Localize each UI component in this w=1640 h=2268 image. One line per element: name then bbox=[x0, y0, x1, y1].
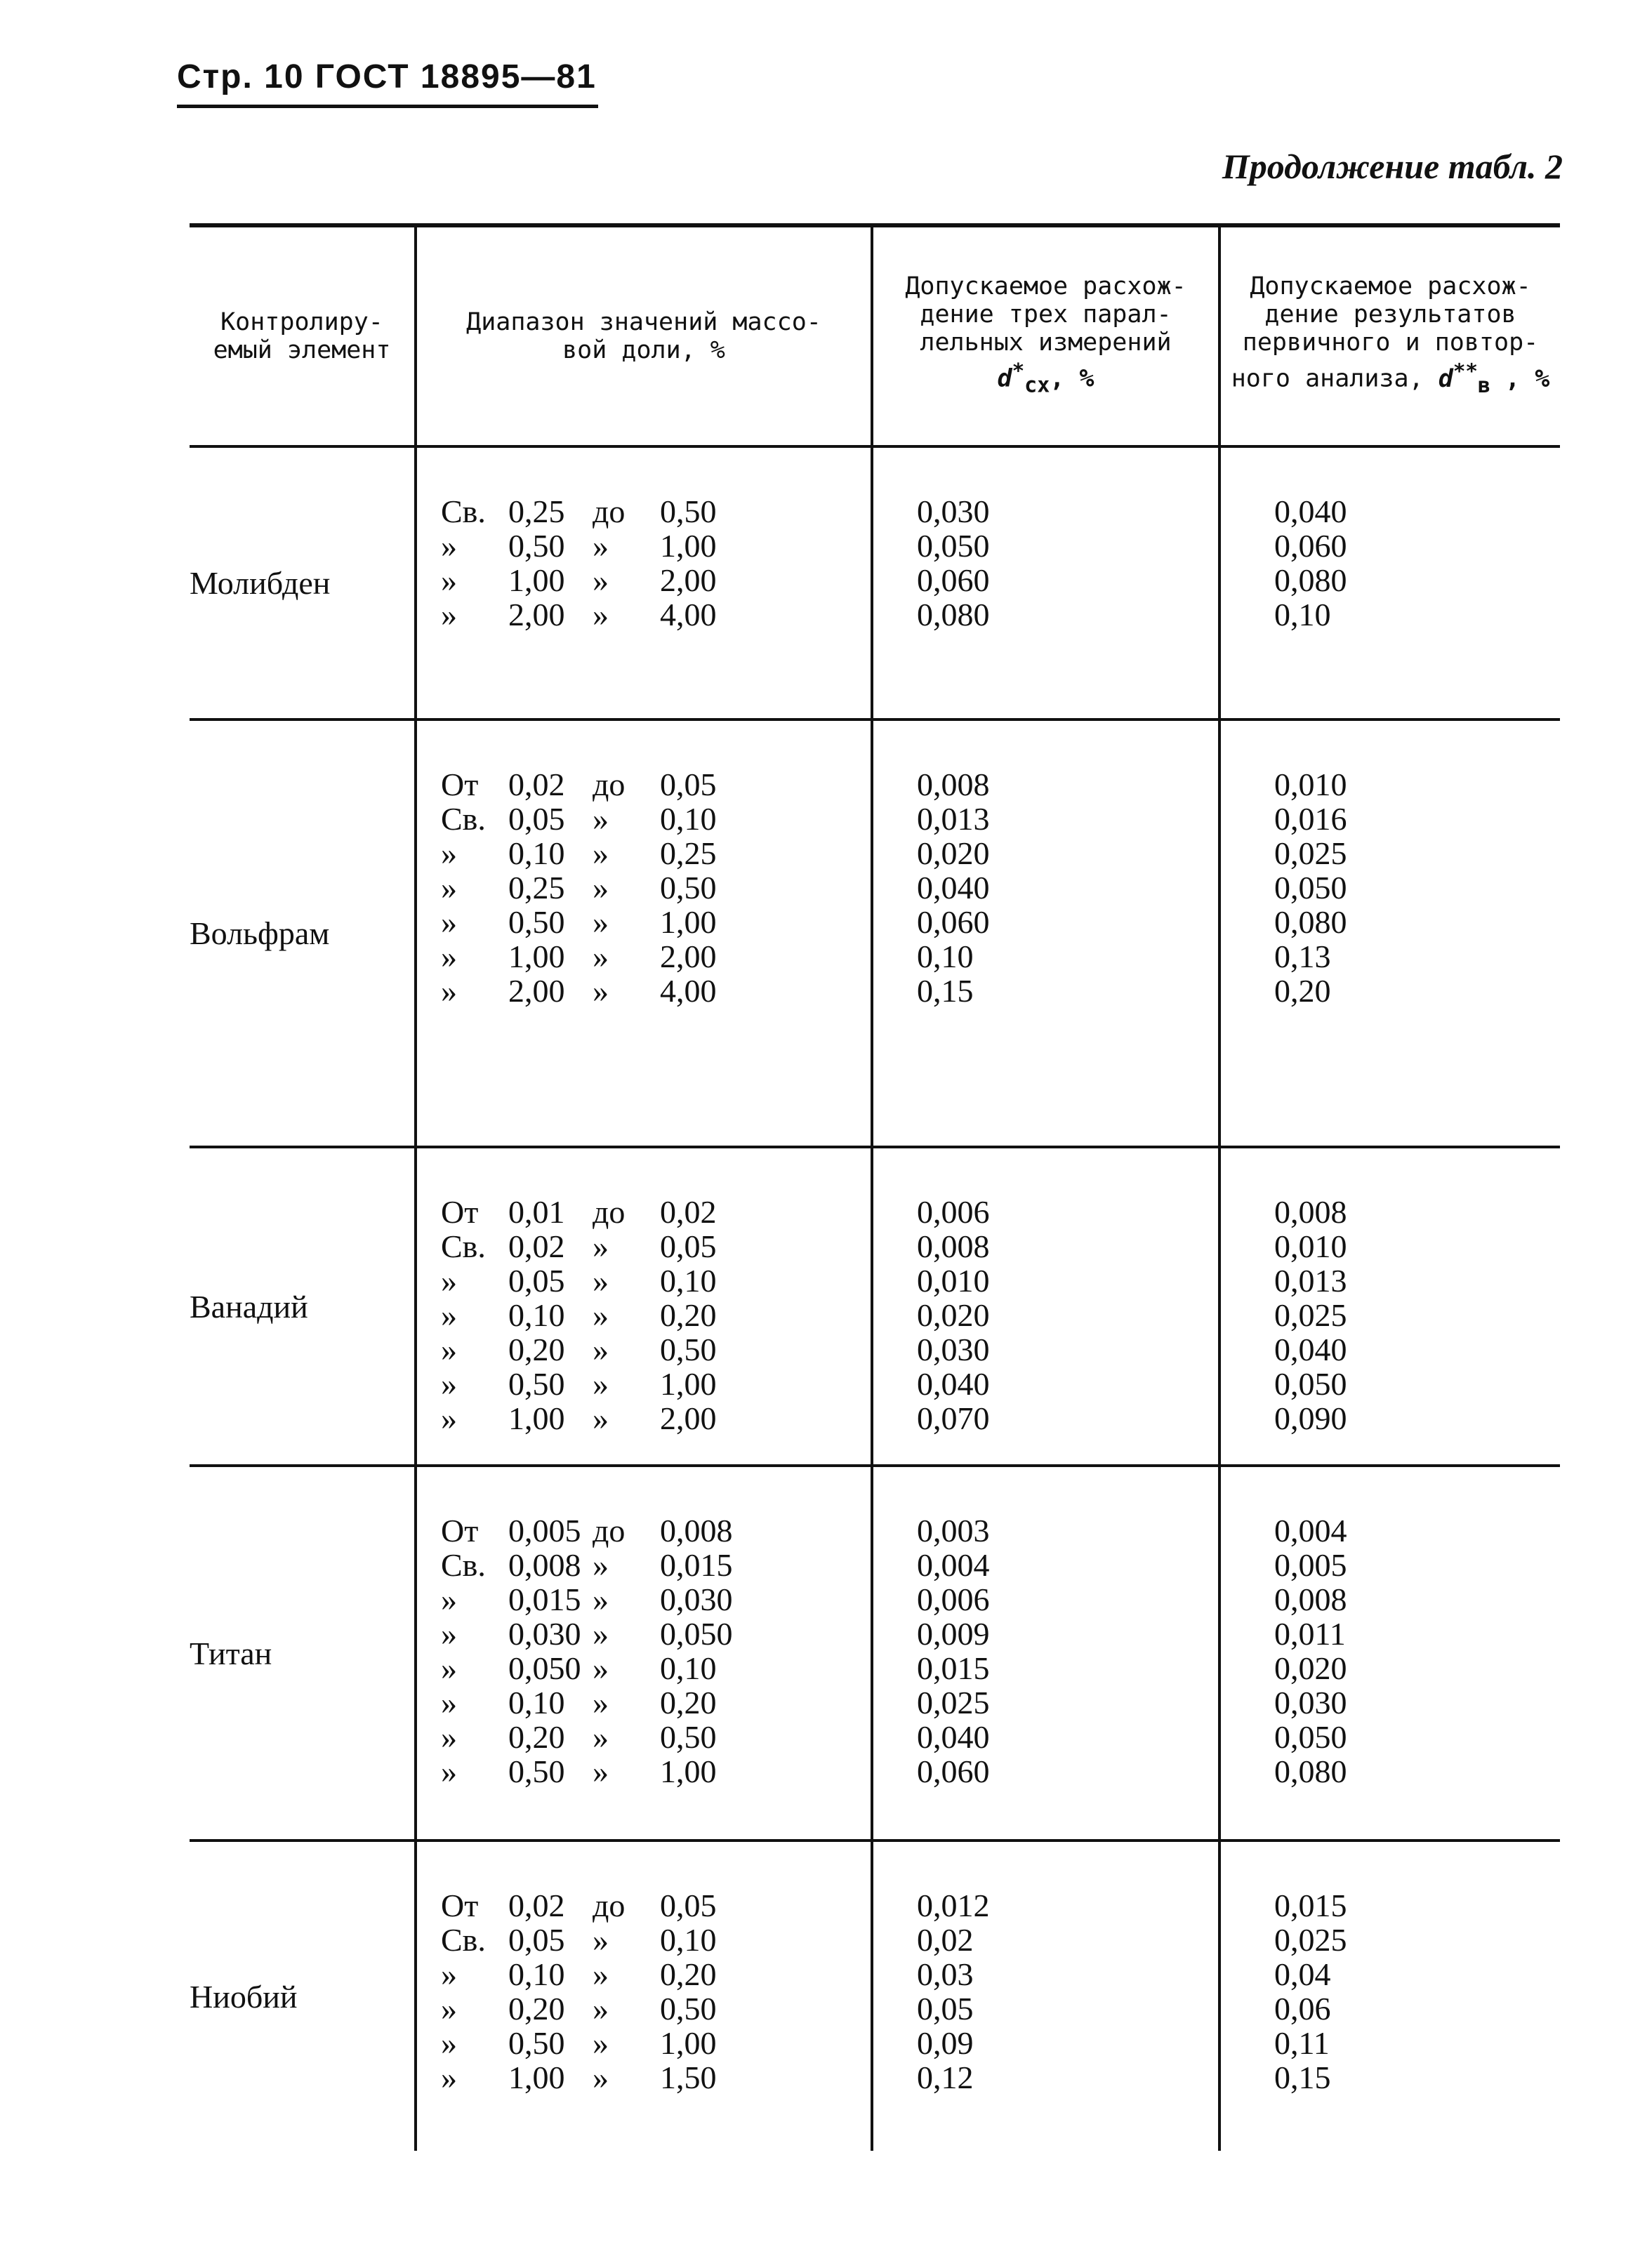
range-to: 0,10 bbox=[660, 1263, 717, 1299]
range-from: 1,00 bbox=[508, 939, 565, 974]
range-p: Св. bbox=[441, 493, 486, 529]
range-to-word: до bbox=[593, 1194, 626, 1230]
range-from: 0,50 bbox=[508, 528, 565, 564]
range-to-word: » bbox=[593, 1753, 609, 1789]
range-p: От bbox=[441, 1888, 479, 1923]
dcx-value: 0,050 bbox=[917, 528, 990, 564]
range-to-word: до bbox=[593, 493, 626, 529]
range-from: 0,50 bbox=[508, 1753, 565, 1789]
range-p: Св. bbox=[441, 1228, 486, 1264]
dv-value: 0,10 bbox=[1274, 597, 1331, 632]
range-to: 0,015 bbox=[660, 1547, 733, 1583]
header-dcx-line: дение трех парал- bbox=[920, 300, 1172, 329]
range-from: 0,015 bbox=[508, 1581, 581, 1617]
range-line bbox=[441, 1991, 871, 2026]
dcx-value: 0,10 bbox=[917, 939, 974, 974]
dcx-value: 0,020 bbox=[917, 1297, 990, 1333]
dcx-value: 0,09 bbox=[917, 2025, 974, 2061]
range-p: » bbox=[441, 1297, 457, 1333]
dv-value: 0,016 bbox=[1274, 801, 1347, 837]
range-to-word: » bbox=[593, 1719, 609, 1755]
dv-value: 0,020 bbox=[1274, 1650, 1347, 1686]
dv-cell bbox=[1218, 1842, 1560, 2151]
dcx-value: 0,080 bbox=[917, 597, 990, 632]
range-p: От bbox=[441, 1194, 479, 1230]
range-to-word: » bbox=[593, 973, 609, 1009]
dv-value: 0,050 bbox=[1274, 1719, 1347, 1755]
range-p: » bbox=[441, 562, 457, 598]
range-line bbox=[441, 974, 871, 1008]
dv-value: 0,04 bbox=[1274, 1956, 1331, 1992]
range-to: 0,20 bbox=[660, 1956, 717, 1992]
header-dcx-line: лельных измерений bbox=[920, 329, 1172, 357]
range-line bbox=[441, 1513, 871, 1548]
dv-value: 0,025 bbox=[1274, 1297, 1347, 1333]
range-to-word: » bbox=[593, 2060, 609, 2095]
dcx-value: 0,05 bbox=[917, 1991, 974, 2027]
range-to: 0,05 bbox=[660, 1228, 717, 1264]
range-p: Св. bbox=[441, 1922, 486, 1958]
range-cell bbox=[414, 1148, 871, 1464]
range-from: 2,00 bbox=[508, 973, 565, 1009]
dv-value: 0,010 bbox=[1274, 767, 1347, 802]
range-line bbox=[441, 597, 871, 632]
range-line bbox=[441, 1685, 871, 1720]
range-to: 0,008 bbox=[660, 1513, 733, 1549]
range-line bbox=[441, 1617, 871, 1651]
table-row bbox=[190, 1839, 1560, 2151]
dcx-cell bbox=[871, 721, 1218, 1146]
data-table bbox=[190, 223, 1560, 2151]
table-caption: Продолжение табл. 2 bbox=[1222, 147, 1563, 186]
dv-value: 0,15 bbox=[1274, 2060, 1331, 2095]
dcx-value: 0,060 bbox=[917, 562, 990, 598]
range-line bbox=[441, 529, 871, 563]
dv-value: 0,004 bbox=[1274, 1513, 1347, 1549]
dv-value: 0,090 bbox=[1274, 1400, 1347, 1436]
element-name: Вольфрам bbox=[190, 915, 330, 951]
dcx-cell bbox=[871, 1842, 1218, 2151]
header-dv-line: первичного и повтор- bbox=[1242, 329, 1539, 357]
range-line bbox=[441, 939, 871, 974]
dv-value: 0,010 bbox=[1274, 1228, 1347, 1264]
range-p: » bbox=[441, 528, 457, 564]
dcx-value: 0,060 bbox=[917, 904, 990, 940]
range-from: 0,50 bbox=[508, 2025, 565, 2061]
range-line bbox=[441, 2060, 871, 2095]
range-p: » bbox=[441, 2060, 457, 2095]
range-from: 0,030 bbox=[508, 1616, 581, 1652]
range-from: 0,10 bbox=[508, 1297, 565, 1333]
range-from: 0,01 bbox=[508, 1194, 565, 1230]
range-to: 0,50 bbox=[660, 1332, 717, 1367]
range-line bbox=[441, 1548, 871, 1582]
range-line bbox=[441, 1651, 871, 1685]
range-from: 1,00 bbox=[508, 1400, 565, 1436]
range-to: 0,05 bbox=[660, 1888, 717, 1923]
range-line bbox=[441, 905, 871, 939]
range-from: 0,25 bbox=[508, 493, 565, 529]
range-p: » bbox=[441, 904, 457, 940]
range-to-word: » bbox=[593, 1547, 609, 1583]
range-to: 0,50 bbox=[660, 870, 717, 906]
header-dv-line: ного анализа, $d^{**}_в$ , % bbox=[1231, 359, 1550, 398]
table-row bbox=[190, 1464, 1560, 1839]
range-p: » bbox=[441, 1581, 457, 1617]
range-to: 0,02 bbox=[660, 1194, 717, 1230]
dv-value: 0,008 bbox=[1274, 1581, 1347, 1617]
range-to-word: » bbox=[593, 1400, 609, 1436]
range-to-word: » bbox=[593, 597, 609, 632]
dcx-value: 0,006 bbox=[917, 1194, 990, 1230]
range-cell bbox=[414, 1842, 871, 2151]
table-body bbox=[190, 448, 1560, 2151]
range-cell bbox=[414, 1467, 871, 1839]
dcx-cell bbox=[871, 448, 1218, 718]
dcx-value: 0,013 bbox=[917, 801, 990, 837]
range-line bbox=[441, 1229, 871, 1264]
range-from: 0,50 bbox=[508, 1366, 565, 1402]
dv-value: 0,050 bbox=[1274, 870, 1347, 906]
range-to: 1,50 bbox=[660, 2060, 717, 2095]
dv-value: 0,080 bbox=[1274, 562, 1347, 598]
range-from: 0,05 bbox=[508, 801, 565, 837]
header-dcx-line: Допускаемое расхож- bbox=[905, 272, 1186, 301]
dv-cell bbox=[1218, 1148, 1560, 1464]
range-to-word: » bbox=[593, 1685, 609, 1720]
range-cell bbox=[414, 448, 871, 718]
range-to-word: » bbox=[593, 1650, 609, 1686]
range-line bbox=[441, 1720, 871, 1754]
range-to: 0,50 bbox=[660, 493, 717, 529]
range-to: 0,10 bbox=[660, 1650, 717, 1686]
dv-value: 0,06 bbox=[1274, 1991, 1331, 2027]
range-to: 2,00 bbox=[660, 1400, 717, 1436]
dcx-value: 0,009 bbox=[917, 1616, 990, 1652]
range-to: 4,00 bbox=[660, 973, 717, 1009]
range-to: 0,10 bbox=[660, 1922, 717, 1958]
range-line bbox=[441, 1332, 871, 1367]
range-from: 1,00 bbox=[508, 562, 565, 598]
header-dcx bbox=[871, 227, 1218, 445]
range-to-word: » bbox=[593, 1922, 609, 1958]
range-to-word: » bbox=[593, 904, 609, 940]
range-cell bbox=[414, 721, 871, 1146]
range-p: » bbox=[441, 1956, 457, 1992]
dcx-value: 0,008 bbox=[917, 767, 990, 802]
range-p: » bbox=[441, 939, 457, 974]
dv-value: 0,060 bbox=[1274, 528, 1347, 564]
dcx-value: 0,020 bbox=[917, 835, 990, 871]
header-element-line: Контролиру- bbox=[220, 308, 383, 336]
range-p: » bbox=[441, 1263, 457, 1299]
range-p: » bbox=[441, 1991, 457, 2027]
range-to-word: » bbox=[593, 1332, 609, 1367]
header-dv-line: Допускаемое расхож- bbox=[1250, 272, 1531, 301]
range-to-word: » bbox=[593, 1616, 609, 1652]
range-to: 2,00 bbox=[660, 939, 717, 974]
range-p: » bbox=[441, 2025, 457, 2061]
range-to: 2,00 bbox=[660, 562, 717, 598]
range-p: » bbox=[441, 597, 457, 632]
table-header bbox=[190, 227, 1560, 445]
range-p: » bbox=[441, 1400, 457, 1436]
dcx-cell bbox=[871, 1148, 1218, 1464]
dcx-value: 0,040 bbox=[917, 1366, 990, 1402]
dcx-value: 0,006 bbox=[917, 1581, 990, 1617]
range-from: 0,005 bbox=[508, 1513, 581, 1549]
range-p: » bbox=[441, 973, 457, 1009]
range-to-word: » bbox=[593, 801, 609, 837]
range-to-word: » bbox=[593, 1228, 609, 1264]
range-to-word: » bbox=[593, 1991, 609, 2027]
range-to: 0,20 bbox=[660, 1297, 717, 1333]
dv-value: 0,080 bbox=[1274, 1753, 1347, 1789]
dv-cell bbox=[1218, 448, 1560, 718]
header-dcx-symbol: $d^*_{сх}$, % bbox=[997, 359, 1095, 398]
range-to-word: » bbox=[593, 835, 609, 871]
range-line bbox=[441, 563, 871, 597]
dcx-value: 0,070 bbox=[917, 1400, 990, 1436]
range-from: 0,10 bbox=[508, 1685, 565, 1720]
table-row bbox=[190, 718, 1560, 1146]
range-p: От bbox=[441, 767, 479, 802]
range-to: 1,00 bbox=[660, 1366, 717, 1402]
range-to-word: до bbox=[593, 767, 626, 802]
range-from: 2,00 bbox=[508, 597, 565, 632]
range-to: 1,00 bbox=[660, 904, 717, 940]
range-from: 0,50 bbox=[508, 904, 565, 940]
range-p: » bbox=[441, 1719, 457, 1755]
dcx-value: 0,008 bbox=[917, 1228, 990, 1264]
range-to-word: » bbox=[593, 1581, 609, 1617]
dcx-value: 0,12 bbox=[917, 2060, 974, 2095]
range-to: 1,00 bbox=[660, 2025, 717, 2061]
dcx-value: 0,012 bbox=[917, 1888, 990, 1923]
dv-value: 0,050 bbox=[1274, 1366, 1347, 1402]
range-p: » bbox=[441, 1650, 457, 1686]
range-p: » bbox=[441, 1616, 457, 1652]
dv-value: 0,005 bbox=[1274, 1547, 1347, 1583]
range-p: От bbox=[441, 1513, 479, 1549]
dv-value: 0,025 bbox=[1274, 1922, 1347, 1958]
table-row bbox=[190, 448, 1560, 718]
range-to: 0,50 bbox=[660, 1719, 717, 1755]
range-from: 0,10 bbox=[508, 1956, 565, 1992]
range-to-word: » bbox=[593, 939, 609, 974]
range-line bbox=[441, 1582, 871, 1617]
range-to-word: до bbox=[593, 1513, 626, 1549]
range-line bbox=[441, 1754, 871, 1789]
dcx-value: 0,15 bbox=[917, 973, 974, 1009]
range-to-word: » bbox=[593, 528, 609, 564]
dv-value: 0,080 bbox=[1274, 904, 1347, 940]
header-element bbox=[190, 227, 414, 445]
dcx-value: 0,030 bbox=[917, 1332, 990, 1367]
range-p: » bbox=[441, 835, 457, 871]
range-line bbox=[441, 1888, 871, 1923]
dcx-value: 0,030 bbox=[917, 493, 990, 529]
range-line bbox=[441, 1298, 871, 1332]
range-p: » bbox=[441, 1332, 457, 1367]
range-from: 1,00 bbox=[508, 2060, 565, 2095]
element-name: Титан bbox=[190, 1635, 272, 1671]
range-to: 1,00 bbox=[660, 1753, 717, 1789]
range-line bbox=[441, 767, 871, 802]
range-to-word: » bbox=[593, 1263, 609, 1299]
range-to-word: » bbox=[593, 870, 609, 906]
dv-value: 0,040 bbox=[1274, 493, 1347, 529]
dv-value: 0,008 bbox=[1274, 1194, 1347, 1230]
range-from: 0,02 bbox=[508, 767, 565, 802]
range-to: 0,25 bbox=[660, 835, 717, 871]
dv-value: 0,015 bbox=[1274, 1888, 1347, 1923]
range-line bbox=[441, 1401, 871, 1435]
range-from: 0,02 bbox=[508, 1888, 565, 1923]
range-from: 0,10 bbox=[508, 835, 565, 871]
dcx-value: 0,060 bbox=[917, 1753, 990, 1789]
header-range-line: Диапазон значений массо- bbox=[466, 308, 821, 336]
range-line bbox=[441, 1957, 871, 1991]
range-line bbox=[441, 836, 871, 870]
range-from: 0,05 bbox=[508, 1922, 565, 1958]
range-to-word: до bbox=[593, 1888, 626, 1923]
range-from: 0,05 bbox=[508, 1263, 565, 1299]
range-p: Св. bbox=[441, 1547, 486, 1583]
dcx-value: 0,02 bbox=[917, 1922, 974, 1958]
range-from: 0,02 bbox=[508, 1228, 565, 1264]
header-element-line: емый элемент bbox=[213, 336, 391, 364]
range-line bbox=[441, 1367, 871, 1401]
dcx-value: 0,040 bbox=[917, 870, 990, 906]
page-header: Стр. 10 ГОСТ 18895—81 bbox=[177, 58, 598, 108]
dv-value: 0,11 bbox=[1274, 2025, 1330, 2061]
range-p: » bbox=[441, 1753, 457, 1789]
range-line bbox=[441, 2026, 871, 2060]
range-line bbox=[441, 802, 871, 836]
range-p: » bbox=[441, 870, 457, 906]
element-name: Ванадий bbox=[190, 1288, 308, 1325]
range-from: 0,20 bbox=[508, 1332, 565, 1367]
range-line bbox=[441, 1195, 871, 1229]
range-to: 0,05 bbox=[660, 767, 717, 802]
dv-value: 0,20 bbox=[1274, 973, 1331, 1009]
range-line bbox=[441, 1923, 871, 1957]
range-to: 0,10 bbox=[660, 801, 717, 837]
dv-value: 0,030 bbox=[1274, 1685, 1347, 1720]
dcx-value: 0,004 bbox=[917, 1547, 990, 1583]
table-row bbox=[190, 1146, 1560, 1464]
header-dv bbox=[1218, 227, 1560, 445]
dv-value: 0,13 bbox=[1274, 939, 1331, 974]
header-range bbox=[414, 227, 871, 445]
dcx-value: 0,040 bbox=[917, 1719, 990, 1755]
dv-value: 0,011 bbox=[1274, 1616, 1346, 1652]
range-p: » bbox=[441, 1366, 457, 1402]
header-dv-line: дение результатов bbox=[1264, 300, 1516, 329]
range-to: 4,00 bbox=[660, 597, 717, 632]
dv-cell bbox=[1218, 721, 1560, 1146]
range-to-word: » bbox=[593, 2025, 609, 2061]
dv-cell bbox=[1218, 1467, 1560, 1839]
range-to: 0,050 bbox=[660, 1616, 733, 1652]
dcx-value: 0,010 bbox=[917, 1263, 990, 1299]
header-range-line: вой доли, % bbox=[562, 336, 725, 364]
range-to: 0,50 bbox=[660, 1991, 717, 2027]
range-from: 0,20 bbox=[508, 1719, 565, 1755]
range-to-word: » bbox=[593, 1956, 609, 1992]
range-from: 0,25 bbox=[508, 870, 565, 906]
range-from: 0,008 bbox=[508, 1547, 581, 1583]
dv-value: 0,040 bbox=[1274, 1332, 1347, 1367]
dcx-cell bbox=[871, 1467, 1218, 1839]
element-name: Молибден bbox=[190, 565, 331, 601]
range-line bbox=[441, 870, 871, 905]
dv-value: 0,025 bbox=[1274, 835, 1347, 871]
range-line bbox=[441, 1264, 871, 1298]
range-to-word: » bbox=[593, 1297, 609, 1333]
range-from: 0,050 bbox=[508, 1650, 581, 1686]
range-line bbox=[441, 494, 871, 529]
dcx-value: 0,025 bbox=[917, 1685, 990, 1720]
range-to-word: » bbox=[593, 1366, 609, 1402]
dcx-value: 0,003 bbox=[917, 1513, 990, 1549]
range-from: 0,20 bbox=[508, 1991, 565, 2027]
dcx-value: 0,015 bbox=[917, 1650, 990, 1686]
element-name: Ниобий bbox=[190, 1978, 298, 2015]
range-to: 0,030 bbox=[660, 1581, 733, 1617]
dcx-value: 0,03 bbox=[917, 1956, 974, 1992]
range-p: Св. bbox=[441, 801, 486, 837]
range-to: 0,20 bbox=[660, 1685, 717, 1720]
dv-value: 0,013 bbox=[1274, 1263, 1347, 1299]
range-to: 1,00 bbox=[660, 528, 717, 564]
range-to-word: » bbox=[593, 562, 609, 598]
range-p: » bbox=[441, 1685, 457, 1720]
